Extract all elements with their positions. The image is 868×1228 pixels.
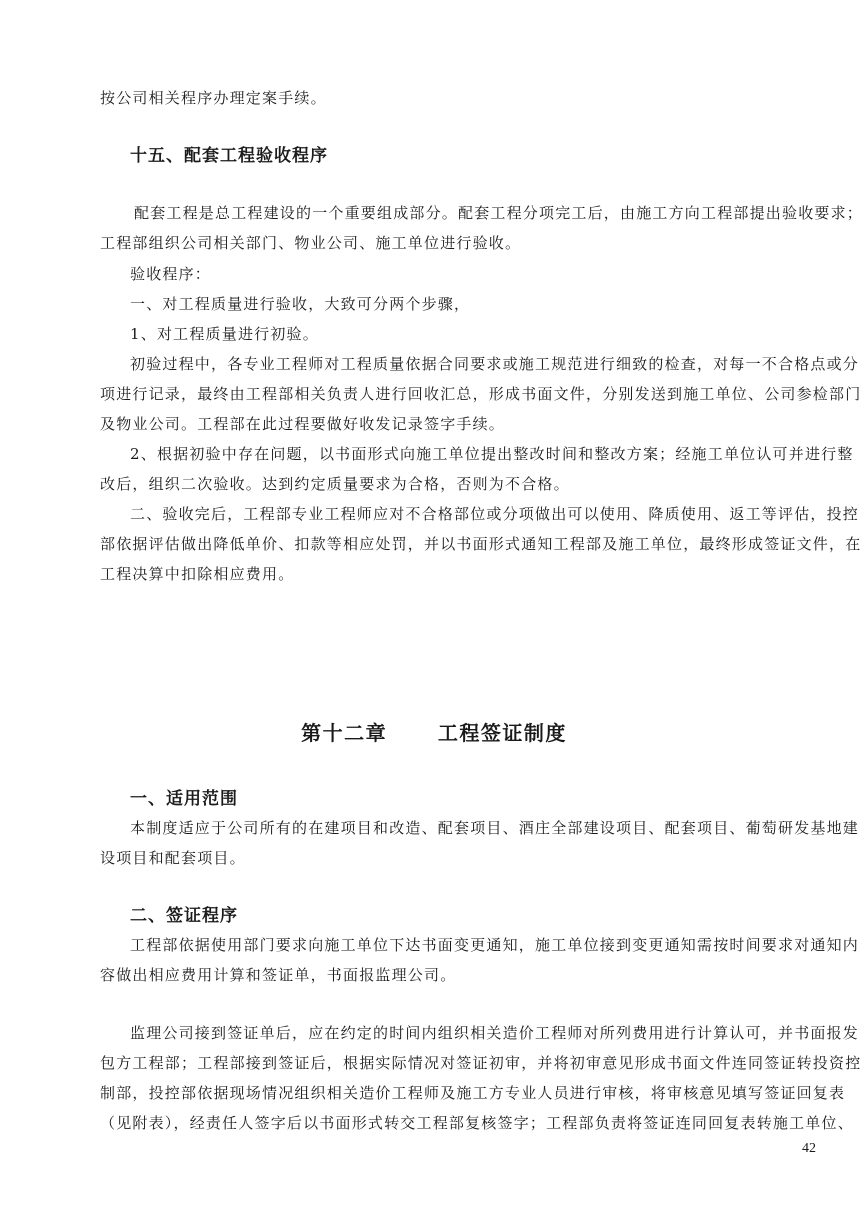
- body-line: 改后，组织二次验收。达到约定质量要求为合格，否则为不合格。: [100, 475, 570, 493]
- body-line: 监理公司接到签证单后，应在约定的时间内组织相关造价工程师对所列费用进行计算认可，并书面报发: [130, 1024, 860, 1042]
- body-line: 初验过程中，各专业工程师对工程质量依据合同要求或施工规范进行细致的检查，对每一不合格点或分: [130, 355, 860, 373]
- body-line: 2、根据初验中存在问题，以书面形式向施工单位提出整改时间和整改方案；经施工单位认可并进行整: [130, 445, 854, 463]
- body-line: 及物业公司。工程部在此过程要做好收发记录签字手续。: [100, 415, 506, 433]
- body-line: 1、对工程质量进行初验。: [130, 325, 319, 343]
- body-line: 项进行记录，最终由工程部相关负责人进行回收汇总，形成书面文件，分别发送到施工单位、公司参检部门: [100, 385, 862, 403]
- body-line: 工程决算中扣除相应费用。: [100, 565, 295, 583]
- page-number: 42: [802, 1141, 816, 1156]
- scope-heading: 一、适用范围: [130, 789, 238, 809]
- body-line: 本制度适应于公司所有的在建项目和改造、配套项目、酒庄全部建设项目、配套项目、葡萄研发基地建: [130, 819, 860, 837]
- body-line: （见附表），经责任人签字后以书面形式转交工程部复核签字；工程部负责将签证连同回复表转施工单位、: [100, 1114, 854, 1132]
- procedure-heading: 二、签证程序: [130, 906, 238, 926]
- body-line: 设项目和配套项目。: [100, 849, 246, 867]
- body-line: 容做出相应费用计算和签证单，书面报监理公司。: [100, 966, 457, 984]
- body-line: 工程部组织公司相关部门、物业公司、施工单位进行验收。: [100, 234, 522, 252]
- body-line: 配套工程是总工程建设的一个重要组成部分。配套工程分项完工后，由施工方向工程部提出验收要求；: [134, 204, 864, 222]
- section-15-heading: 十五、配套工程验收程序: [130, 146, 328, 166]
- body-line: 制部，投控部依据现场情况组织相关造价工程师及施工方专业人员进行审核，将审核意见填写签证回复表: [100, 1084, 846, 1102]
- body-line: 包方工程部；工程部接到签证后，根据实际情况对签证初审，并将初审意见形成书面文件连同签证转投资控: [100, 1054, 862, 1072]
- body-line: 验收程序：: [130, 265, 212, 283]
- body-line: 部依据评估做出降低单价、扣款等相应处罚，并以书面形式通知工程部及施工单位，最终形成签证文件，在: [100, 535, 862, 553]
- body-line: 一、对工程质量进行验收，大致可分两个步骤，: [130, 295, 471, 313]
- body-line: 工程部依据使用部门要求向施工单位下达书面变更通知，施工单位接到变更通知需按时间要求对通知内: [130, 936, 860, 954]
- chapter-title: 第十二章 工程签证制度: [301, 721, 567, 745]
- body-line: 二、验收完后，工程部专业工程师应对不合格部位或分项做出可以使用、降质使用、返工等评估，投控: [130, 505, 860, 523]
- continuation-line: 按公司相关程序办理定案手续。: [100, 89, 327, 107]
